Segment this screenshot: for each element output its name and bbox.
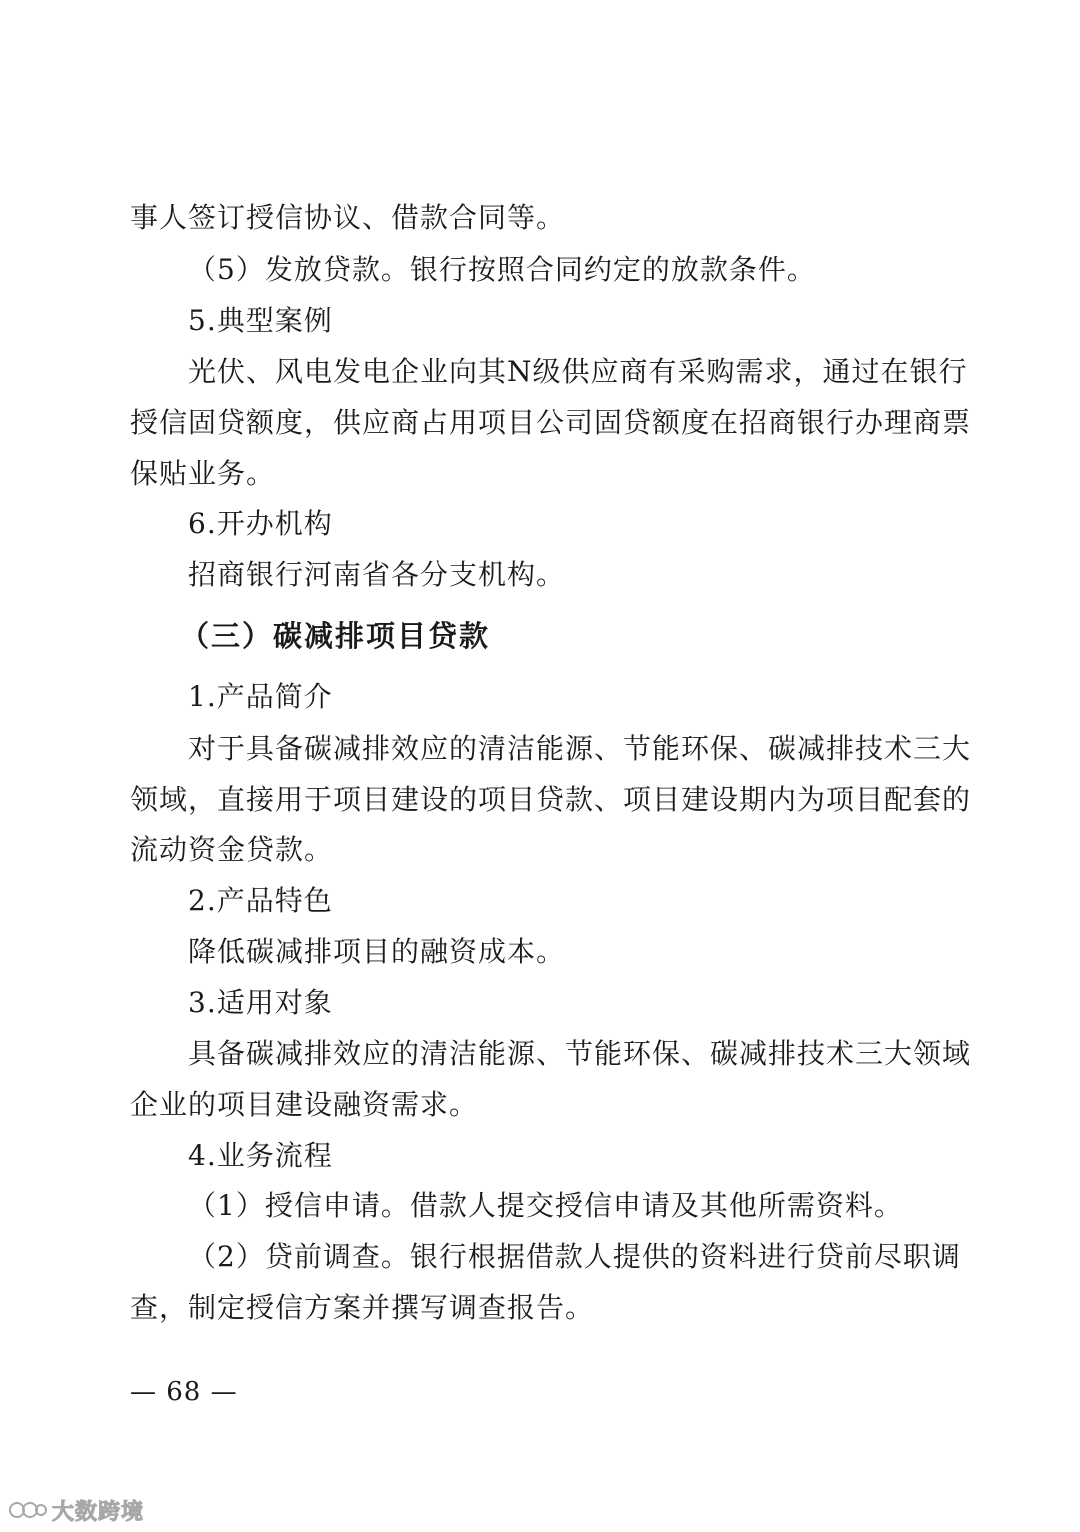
- text-line: （1）授信申请。借款人提交授信申请及其他所需资料。: [188, 1189, 903, 1222]
- text-line: 具备碳减排效应的清洁能源、节能环保、碳减排技术三大领域: [188, 1037, 972, 1070]
- text-line: （5）发放贷款。银行按照合同约定的放款条件。: [188, 253, 816, 286]
- text-line: 保贴业务。: [130, 457, 276, 490]
- section-heading-institutions: 6.开办机构: [188, 507, 333, 540]
- page-number: — 68 —: [130, 1377, 238, 1407]
- watermark-logo-icon: [8, 1497, 48, 1523]
- watermark: [8, 1494, 144, 1526]
- section-heading-product-intro: 1.产品简介: [188, 680, 333, 713]
- section-heading-target: 3.适用对象: [188, 986, 333, 1019]
- text-line: 降低碳减排项目的融资成本。: [188, 935, 566, 968]
- text-line: 查，制定授信方案并撰写调查报告。: [130, 1291, 595, 1324]
- chapter-heading-carbon-loan: （三）碳减排项目贷款: [180, 619, 491, 653]
- section-heading-typical-cases: 5.典型案例: [188, 304, 333, 337]
- watermark-text: 大数跨境: [52, 1499, 145, 1525]
- text-line: 领域，直接用于项目建设的项目贷款、项目建设期内为项目配套的: [130, 783, 972, 816]
- section-heading-features: 2.产品特色: [188, 884, 333, 917]
- text-line: 光伏、风电发电企业向其N级供应商有采购需求，通过在银行: [188, 355, 968, 388]
- text-line: 招商银行河南省各分支机构。: [188, 558, 566, 591]
- text-line: （2）贷前调查。银行根据借款人提供的资料进行贷前尽职调: [188, 1240, 961, 1273]
- text-line: 对于具备碳减排效应的清洁能源、节能环保、碳减排技术三大: [188, 732, 972, 765]
- section-heading-process: 4.业务流程: [188, 1139, 333, 1172]
- text-line: 事人签订授信协议、借款合同等。: [130, 201, 566, 234]
- text-line: 流动资金贷款。: [130, 833, 334, 866]
- text-line: 授信固贷额度，供应商占用项目公司固贷额度在招商银行办理商票: [130, 406, 972, 439]
- text-line: 企业的项目建设融资需求。: [130, 1088, 479, 1121]
